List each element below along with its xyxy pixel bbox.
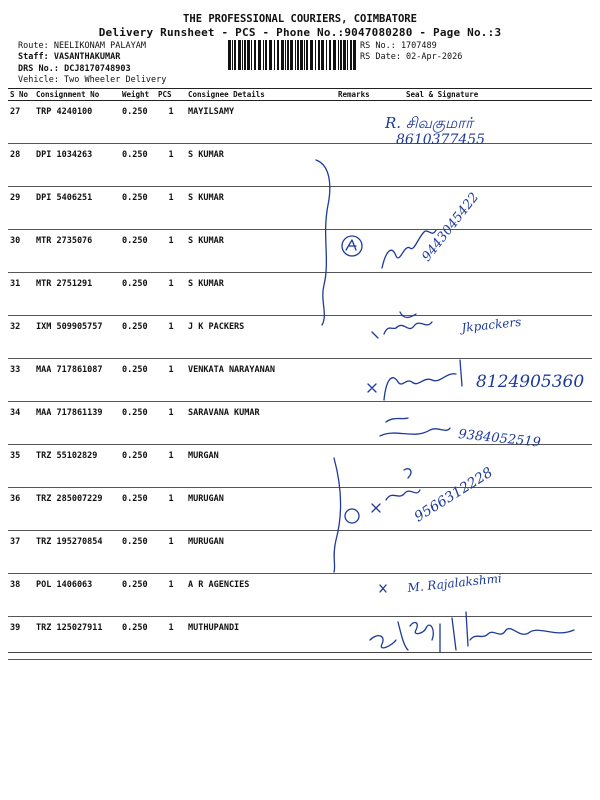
signature-phone-5: 9384052519 — [457, 427, 542, 451]
cell-consignment-no: TRZ 285007229 — [34, 488, 120, 531]
bracket-mark-2 — [334, 458, 340, 572]
rs-date: RS Date: 02-Apr-2026 — [360, 52, 463, 62]
cell-consignee: S KUMAR — [186, 273, 336, 316]
cell-consignee: MAYILSAMY — [186, 101, 336, 144]
cell-consignment-no: DPI 5406251 — [34, 187, 120, 230]
signature-name-1: R. சிவகுமார் — [385, 114, 473, 132]
cell-consignee: MURUGAN — [186, 531, 336, 574]
cell-consignee: MUTHUPANDI — [186, 617, 336, 660]
col-sno: S No — [8, 89, 34, 101]
cell-sno: 38 — [8, 574, 34, 617]
cell-consignee: MURUGAN — [186, 488, 336, 531]
cell-sno: 35 — [8, 445, 34, 488]
col-consignee: Consignee Details — [186, 89, 336, 101]
cell-weight: 0.250 — [120, 359, 156, 402]
cell-consignee: S KUMAR — [186, 187, 336, 230]
staff-name: VASANTHAKUMAR — [53, 52, 121, 62]
cell-weight: 0.250 — [120, 273, 156, 316]
cell-pcs: 1 — [156, 488, 186, 531]
cell-consignment-no: IXM 509905757 — [34, 316, 120, 359]
cell-weight: 0.250 — [120, 445, 156, 488]
col-consignment: Consignment No — [34, 89, 120, 101]
col-weight: Weight — [120, 89, 156, 101]
cell-consignee: SARAVANA KUMAR — [186, 402, 336, 445]
signature-scribble-6 — [372, 469, 420, 512]
signature-scribble-8 — [370, 612, 574, 652]
signature-name-7: M. Rajalakshmi — [406, 571, 503, 595]
cell-weight: 0.250 — [120, 187, 156, 230]
circled-mark-2 — [345, 509, 359, 523]
route-text: Route: NEELIKONAM PALAYAM — [18, 41, 146, 51]
cell-consignee: A R AGENCIES — [186, 574, 336, 617]
cell-pcs: 1 — [156, 144, 186, 187]
col-pcs: PCS — [156, 89, 186, 101]
signature-scribble-3 — [372, 312, 432, 338]
cell-sno: 27 — [8, 101, 34, 144]
signature-phone-4: 8124905360 — [476, 372, 585, 392]
vehicle-text: Vehicle: Two Wheeler Delivery — [18, 75, 167, 85]
cell-weight: 0.250 — [120, 617, 156, 660]
cell-consignment-no: DPI 1034263 — [34, 144, 120, 187]
cell-consignee: J K PACKERS — [186, 316, 336, 359]
signature-text-3: Jkpackers — [460, 314, 522, 335]
cell-weight: 0.250 — [120, 230, 156, 273]
cell-consignment-no: TRZ 125027911 — [34, 617, 120, 660]
cell-sno: 29 — [8, 187, 34, 230]
cell-pcs: 1 — [156, 574, 186, 617]
cell-consignment-no: MTR 2751291 — [34, 273, 120, 316]
cell-consignment-no: TRZ 195270854 — [34, 531, 120, 574]
col-remarks: Remarks — [336, 89, 378, 101]
col-signature: Seal & Signature — [378, 89, 592, 101]
cell-consignment-no: TRZ 55102829 — [34, 445, 120, 488]
cell-pcs: 1 — [156, 273, 186, 316]
cell-weight: 0.250 — [120, 101, 156, 144]
cell-consignee: MURGAN — [186, 445, 336, 488]
cell-sno: 37 — [8, 531, 34, 574]
cell-pcs: 1 — [156, 359, 186, 402]
cell-weight: 0.250 — [120, 574, 156, 617]
cell-pcs: 1 — [156, 617, 186, 660]
cell-sno: 33 — [8, 359, 34, 402]
tick-mark — [380, 585, 386, 592]
signature-phone-1: 8610377455 — [396, 132, 486, 148]
cell-pcs: 1 — [156, 101, 186, 144]
cell-pcs: 1 — [156, 230, 186, 273]
cell-sno: 32 — [8, 316, 34, 359]
circled-mark-stroke — [346, 240, 356, 250]
cell-pcs: 1 — [156, 402, 186, 445]
company-title: THE PROFESSIONAL COURIERS, COIMBATORE — [183, 13, 417, 25]
bracket-mark — [316, 160, 330, 325]
cell-pcs: 1 — [156, 531, 186, 574]
cell-sno: 36 — [8, 488, 34, 531]
signature-scribble-5 — [380, 418, 450, 436]
cell-sno: 34 — [8, 402, 34, 445]
rs-number: RS No.: 1707489 — [360, 41, 437, 51]
cell-sno: 30 — [8, 230, 34, 273]
cell-consignee: VENKATA NARAYANAN — [186, 359, 336, 402]
cell-consignment-no: MAA 717861139 — [34, 402, 120, 445]
cell-weight: 0.250 — [120, 316, 156, 359]
cell-sno: 39 — [8, 617, 34, 660]
cell-weight: 0.250 — [120, 144, 156, 187]
cell-weight: 0.250 — [120, 402, 156, 445]
cell-weight: 0.250 — [120, 531, 156, 574]
drs-label: DRS No.: — [18, 64, 59, 74]
cell-consignment-no: POL 1406063 — [34, 574, 120, 617]
staff-label: Staff: — [18, 52, 49, 62]
cell-pcs: 1 — [156, 187, 186, 230]
cell-consignment-no: MTR 2735076 — [34, 230, 120, 273]
cell-weight: 0.250 — [120, 488, 156, 531]
cell-consignment-no: TRP 4240100 — [34, 101, 120, 144]
signature-phone-6: 9566312228 — [411, 464, 496, 526]
cell-pcs: 1 — [156, 316, 186, 359]
cell-consignment-no: MAA 717861087 — [34, 359, 120, 402]
cell-sno: 28 — [8, 144, 34, 187]
cell-sno: 31 — [8, 273, 34, 316]
cell-consignee: S KUMAR — [186, 144, 336, 187]
signature-phone-2: 9443045422 — [419, 190, 483, 265]
drs-number: DCJ8170748903 — [64, 64, 131, 74]
cell-pcs: 1 — [156, 445, 186, 488]
runsheet-subtitle: Delivery Runsheet - PCS - Phone No.:9047080280 - Page No.:3 — [98, 26, 502, 39]
signature-scribble-4 — [368, 360, 462, 400]
cell-consignee: S KUMAR — [186, 230, 336, 273]
